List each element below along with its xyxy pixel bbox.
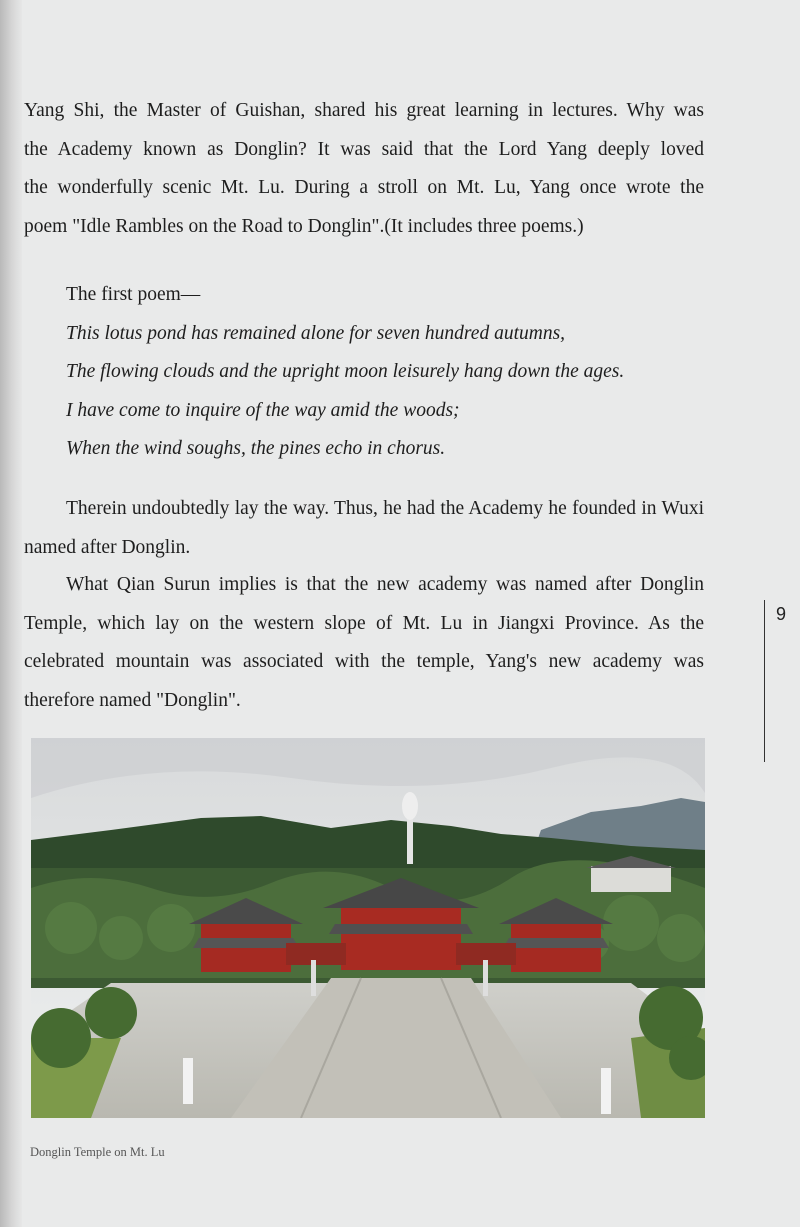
paragraph-intro — [24, 92, 704, 246]
temple-photo — [31, 738, 705, 1118]
poem-heading: The first poem— — [66, 284, 201, 305]
poem-block — [66, 276, 706, 469]
text-line: the Academy known as Donglin? It was said that the Lord Yang deeply loved — [24, 138, 704, 160]
poem-line: The flowing clouds and the upright moon leisurely hang down the ages. — [66, 361, 625, 382]
paragraph-qian-surun: What Qian Surun implies is that the new academy was named after Donglin Temple, which lay on the western slope of Mt. Lu in Jiangxi Province. As the celebrated mountain was associated with the temple, Yang's new academy was therefore named "Donglin". — [24, 574, 704, 711]
paragraph-therein: Therein undoubtedly lay the way. Thus, he had the Academy he founded in Wuxi named after Donglin. — [24, 498, 704, 558]
page-margin-rule — [764, 600, 765, 762]
poem-line: This lotus pond has remained alone for seven hundred autumns, — [66, 322, 566, 344]
text-line: poem "Idle Rambles on the Road to Donglin".(It includes three poems.) — [24, 215, 584, 237]
text-line: the wonderfully scenic Mt. Lu. During a stroll on Mt. Lu, Yang once wrote the — [24, 177, 704, 198]
poem-line: I have come to inquire of the way amid the woods; — [66, 399, 460, 421]
page-number: 9 — [776, 604, 787, 624]
poem-line: When the wind soughs, the pines echo in chorus. — [66, 438, 446, 459]
book-spine-shadow — [0, 0, 22, 1227]
text-line: Yang Shi, the Master of Guishan, shared his great learning in lectures. Why was — [24, 100, 704, 121]
photo-caption: Donglin Temple on Mt. Lu — [30, 1145, 165, 1159]
